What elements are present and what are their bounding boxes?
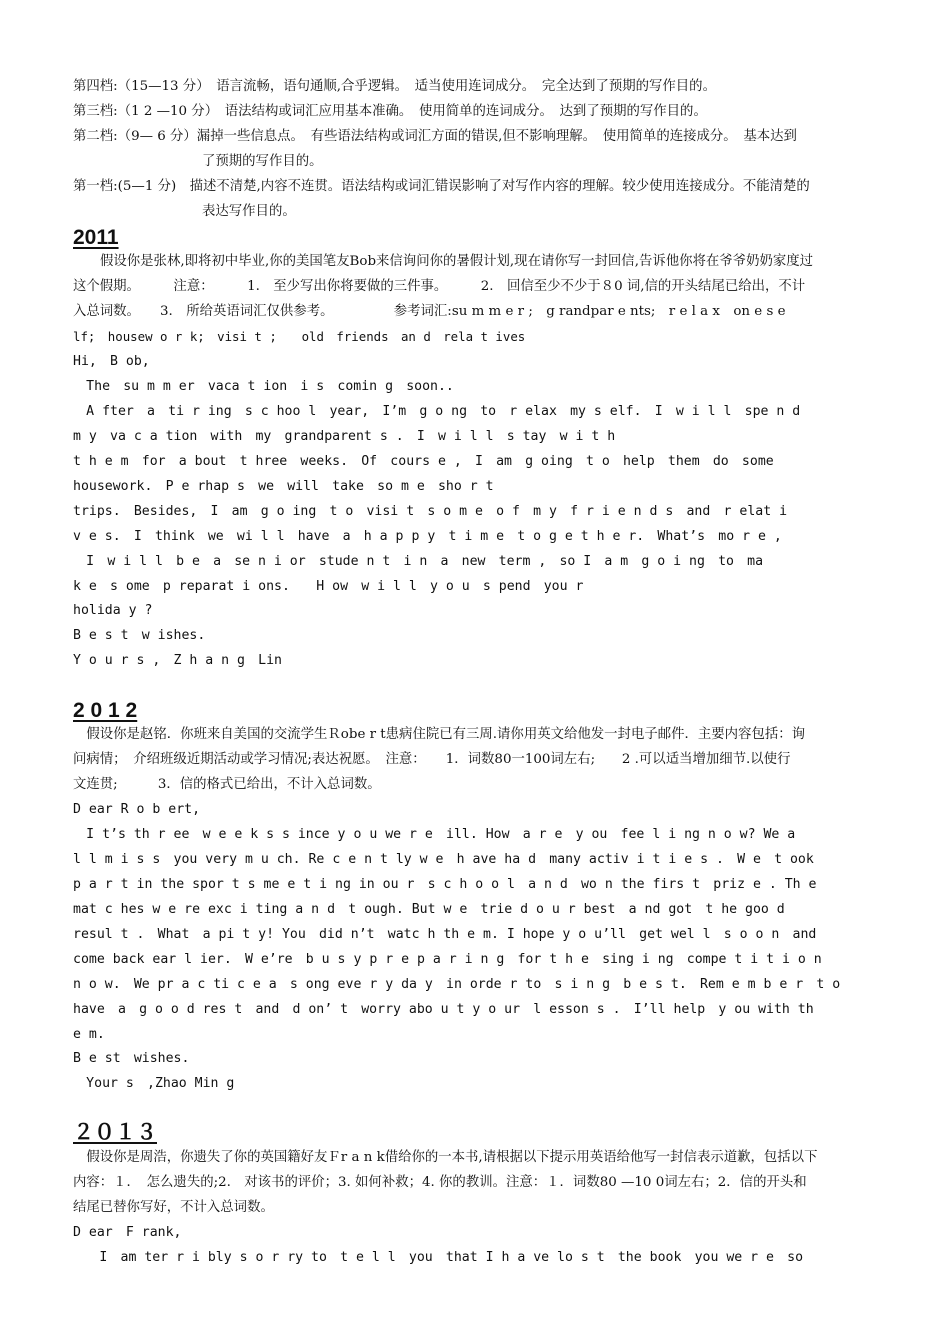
letter-line: D ear F rank, [73, 1225, 182, 1240]
prompt-line: lf; housew o r k; visi t ; old friends an d rela t ives [73, 329, 526, 344]
letter-line: trips. Besides, I am g o ing t o visi t s o m e o f m y f r i e n d s and r elat i [73, 504, 788, 519]
year-heading-2012: 2 0 1 2 [73, 699, 138, 722]
prompt-line: 问病情； 介绍班级近期活动或学习情况;表达祝愿。 注意： 1．词数80一100词左右; 2 .可以适当增加细节.以使行 [73, 752, 791, 767]
letter-line: k e s ome p reparat i ons. H ow w i l l y o u s pend you r [73, 579, 584, 594]
letter-line: m y va c a tion with my grandparent s . I w i l l s tay w i t h [73, 429, 616, 444]
letter-line: p a r t in the spor t s me e t i ng in ou r s c h o o l a n d wo n the firs t priz e . Th e [73, 877, 817, 892]
grading-line: 第三档:（1 2 —10 分） 语法结构或词汇应用基本准确。 使用简单的连词成分。 达到了预期的写作目的。 [73, 104, 707, 119]
letter-line: v e s. I think we wi l l have a h a p p y t i m e t o g e t h e r. What’s mo r e , [73, 529, 782, 544]
grading-line: 第二档:（9— 6 分）漏掉一些信息点。 有些语法结构或词汇方面的错误,但不影响理解。 使用简单的连接成分。 基本达到 [73, 129, 797, 144]
letter-line: resul t . What a pi t y! You did n’t watc h th e m. I hope y o u’ll get wel l s o o n and [73, 927, 817, 942]
letter-line: A fter a ti r ing s c hoo l year, I’m g o ng to r elax my s elf. I w i l l spe n d [73, 404, 801, 419]
prompt-line: 内容：１． 怎么遗失的;2. 对该书的评价；3. 如何补救；4. 你的教训。注意：１．词数80 —10 0词左右；2．信的开头和 [73, 1175, 807, 1190]
letter-line: come back ear l ier. W e’re b u s y p r e p a r i n g for t h e sing i ng compe t i t i o n [73, 952, 822, 967]
letter-line: have a g o o d res t and d on’ t worry abo u t y o ur l esson s . I’ll help y ou with th [73, 1002, 814, 1017]
grading-line: 表达写作目的。 [202, 204, 296, 219]
letter-line: housework. P e rhap s we will take so m e sho r t [73, 479, 494, 494]
prompt-line: 结尾已替你写好，不计入总词数。 [73, 1200, 274, 1215]
letter-line: mat c hes w e re exc i ting a n d t ough. But w e trie d o u r best a nd got t he goo d [73, 902, 785, 917]
grading-line: 第一档:(5—1 分) 描述不清楚,内容不连贯。语法结构或词汇错误影响了对写作内容的理解。较少使用连接成分。不能清楚的 [73, 179, 810, 194]
letter-line: t h e m for a bout t hree weeks. Of cours e , I am g oing t o help them do some [73, 454, 774, 469]
letter-line: D ear R o b ert, [73, 802, 201, 817]
grading-line: 第四档:（15—13 分） 语言流畅，语句通顺,合乎逻辑。 适当使用连词成分。 完全达到了预期的写作目的。 [73, 79, 716, 94]
letter-line: I t’s th r ee w e e k s s ince y o u we r e ill. How a r e y ou fee l i ng n o w? We a [73, 827, 796, 842]
letter-line: l l m i s s you very m u ch. Re c e n t ly w e h ave ha d many activ i t i e s . W e t ook [73, 852, 814, 867]
grading-line: 了预期的写作目的。 [202, 154, 323, 169]
letter-line: n o w. We pr a c ti c e a s ong eve r y da y in orde r to s i n g b e s t. Rem e m b e r t o [73, 977, 841, 992]
year-heading-2011: 2011 [73, 226, 119, 249]
letter-line: Y o u r s , Z h a n g Lin [73, 653, 282, 668]
letter-line: B e s t w ishes. [73, 628, 206, 643]
year-heading-2013: ２０１３ [73, 1121, 157, 1144]
letter-line: B e st wishes. [73, 1051, 190, 1066]
letter-line: I am ter r i bly s o r ry to t e l l you that I h a ve lo s t the book you we r e so [73, 1250, 804, 1265]
prompt-line: 假设你是周浩，你遗失了你的英国籍好友Ｆr a n k借给你的一本书,请根据以下提示用英语给他写一封信表示道歉，包括以下 [73, 1150, 818, 1165]
letter-line: Hi, B ob, [73, 354, 150, 369]
prompt-line: 假设你是张林,即将初中毕业,你的美国笔友Bob来信询问你的暑假计划,现在请你写一封回信,告诉他你将在爷爷奶奶家度过 [100, 254, 814, 269]
letter-line: holida y ? [73, 603, 153, 618]
letter-line: The su m m er vaca t ion i s comin g soon.. [73, 379, 454, 394]
prompt-line: 入总词数。 3. 所给英语词汇仅供参考。 参考词汇:su m m e r ; g randpar e nts; r e l a x on e s e [73, 304, 786, 319]
letter-line: e m. [73, 1027, 105, 1042]
letter-line: I w i l l b e a se n i or stude n t i n a new term , so I a m g o i ng to ma [73, 554, 764, 569]
prompt-line: 文连贯; 3．信的格式已给出，不计入总词数。 [73, 777, 381, 792]
prompt-line: 这个假期。 注意： 1. 至少写出你将要做的三件事。 2. 回信至少不少于８0 词,信的开头结尾已给出，不计 [73, 279, 806, 294]
prompt-line: 假设你是赵铭．你班来自美国的交流学生Ｒobe r t患病住院已有三周.请你用英文给他发一封电子邮件．主要内容包括：询 [73, 727, 806, 742]
letter-line: Your s ,Zhao Min g [73, 1076, 235, 1091]
